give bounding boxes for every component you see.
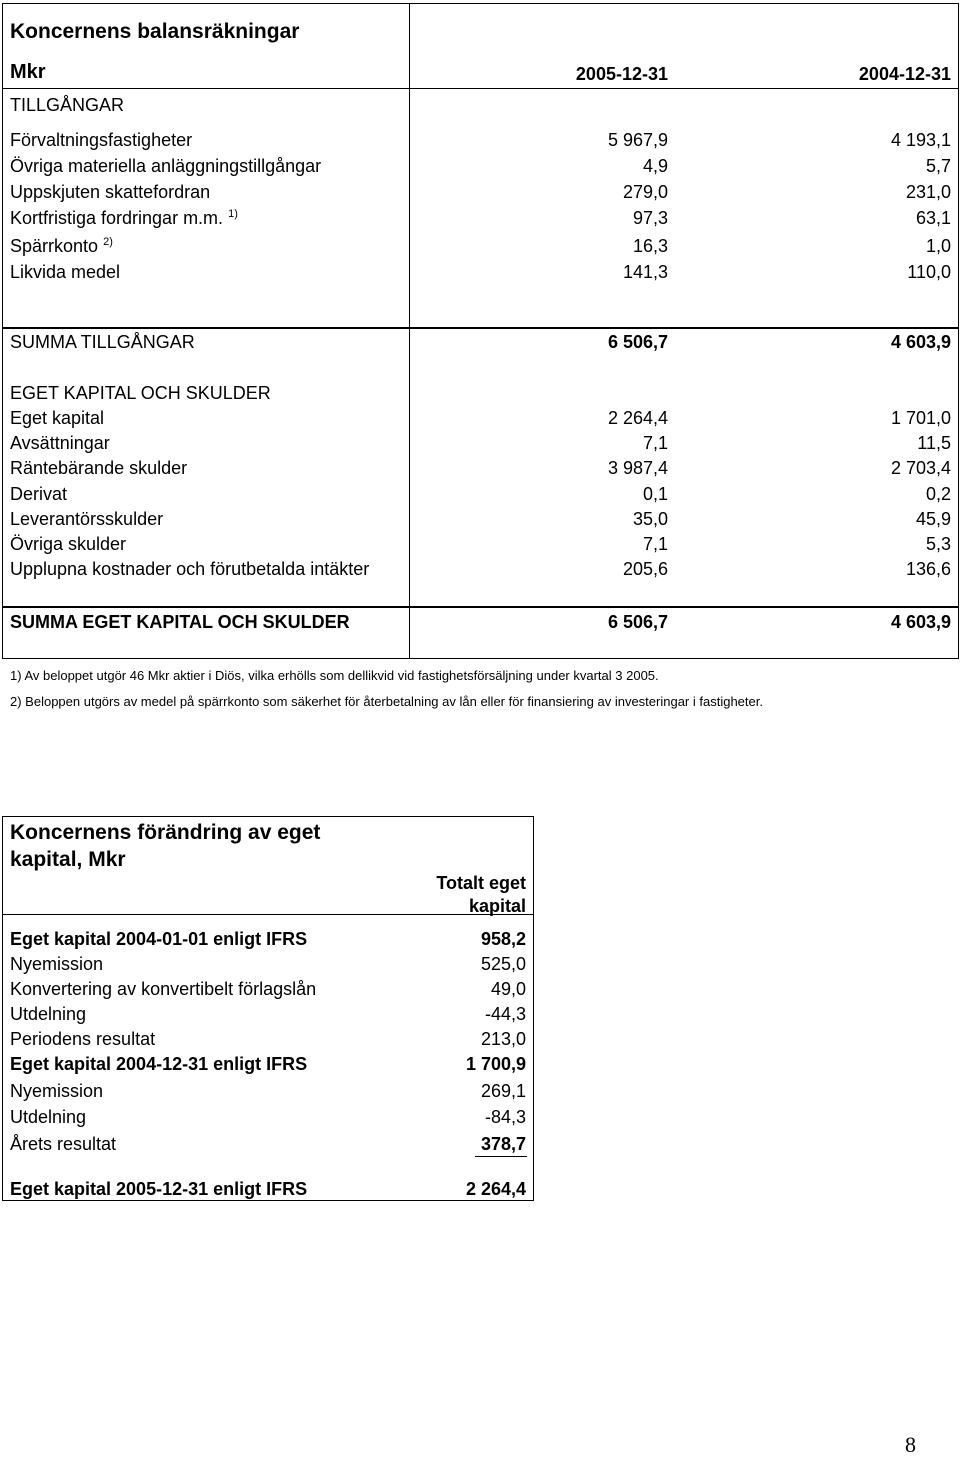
- equity-row-label: Utdelning: [10, 1107, 87, 1127]
- asset-row-label: [10, 156, 321, 177]
- liability-label: Övriga skulder: [10, 534, 127, 554]
- equity-col-line2: kapital: [468, 896, 526, 916]
- liability-value-2004: 2 703,4: [890, 458, 951, 479]
- equity-row-value: 958,2: [480, 929, 526, 949]
- asset-value-2004: 231,0: [905, 182, 951, 202]
- liability-value-2004: 0,2: [925, 483, 951, 504]
- liability-label: Leverantörsskulder: [10, 508, 164, 529]
- asset-label: Kortfristiga fordringar m.m.: [10, 208, 224, 228]
- equity-row-label: Nyemission: [10, 1081, 104, 1101]
- liability-value-2004: 136,6: [905, 559, 951, 580]
- asset-value-2004: 4 193,1: [890, 130, 951, 150]
- equity-row-value: 378,7: [480, 1134, 526, 1154]
- footnote-ref: 1): [228, 208, 238, 220]
- equity-row-value: 1 700,9: [465, 1054, 526, 1074]
- equity-row-label: Eget kapital 2004-12-31 enligt IFRS: [10, 1054, 308, 1074]
- balance-title: Koncernens balansräkningar: [10, 20, 300, 43]
- liability-value-2005: 205,6: [622, 559, 668, 580]
- header-unit: Mkr: [10, 61, 46, 83]
- equity-final-label: Eget kapital 2005-12-31 enligt IFRS: [10, 1179, 308, 1199]
- equity-row-value: -44,3: [484, 1004, 526, 1024]
- liability-value-2004: 45,9: [915, 508, 951, 529]
- asset-value-2004: 1,0: [925, 236, 951, 256]
- liabilities-total-2004: 4 603,9: [890, 612, 951, 632]
- liability-value-2004: 11,5: [917, 433, 951, 454]
- equity-row-label: Utdelning: [10, 1004, 87, 1024]
- asset-label: Likvida medel: [10, 262, 121, 282]
- equity-title-line1: Koncernens förändring av eget: [10, 821, 321, 844]
- liability-label: Upplupna kostnader och förutbetalda intäkter: [10, 559, 370, 580]
- equity-title: [10, 819, 320, 873]
- asset-row-label: [10, 130, 192, 151]
- liability-value-2005: 7,1: [642, 534, 668, 554]
- liability-value-2004: 5,3: [925, 534, 951, 554]
- asset-value-2005: 97,3: [632, 208, 668, 228]
- equity-row-label: Eget kapital 2004-01-01 enligt IFRS: [10, 929, 308, 949]
- asset-row-label: [10, 262, 120, 283]
- header-col-2004: 2004-12-31: [858, 64, 951, 84]
- asset-row-label: [10, 236, 113, 257]
- liability-value-2005: 0,1: [642, 483, 668, 504]
- asset-value-2005: 141,3: [622, 262, 668, 282]
- liability-label: Eget kapital: [10, 408, 105, 428]
- assets-heading: TILLGÅNGAR: [10, 95, 125, 115]
- sum-underline: [475, 1156, 527, 1157]
- liability-value-2005: 2 264,4: [607, 408, 668, 428]
- assets-total-2004: 4 603,9: [890, 332, 951, 352]
- asset-label: Uppskjuten skattefordran: [10, 182, 211, 202]
- page-number: 8: [905, 1432, 916, 1457]
- liability-label: Derivat: [10, 483, 68, 504]
- asset-value-2005: 4,9: [642, 156, 668, 176]
- liabilities-total-label: SUMMA EGET KAPITAL OCH SKULDER: [10, 612, 350, 632]
- equity-row-value: 49,0: [490, 979, 526, 999]
- liabilities-heading: EGET KAPITAL OCH SKULDER: [10, 383, 271, 403]
- equity-row-value: 269,1: [480, 1081, 526, 1101]
- equity-row-value: 213,0: [480, 1029, 526, 1049]
- asset-value-2004: 63,1: [915, 208, 951, 228]
- asset-label: Förvaltningsfastigheter: [10, 130, 193, 150]
- assets-total-2005: 6 506,7: [607, 332, 668, 352]
- asset-value-2005: 279,0: [622, 182, 668, 202]
- asset-row-label: [10, 208, 238, 229]
- asset-value-2004: 5,7: [925, 156, 951, 176]
- asset-value-2004: 110,0: [907, 262, 951, 282]
- equity-title-line2: kapital, Mkr: [10, 848, 126, 871]
- header-col-2005: 2005-12-31: [575, 64, 668, 84]
- footnote-1: 1) Av beloppet utgör 46 Mkr aktier i Diös, vilka erhölls som dellikvid vid fastighetsförsäljning under kvartal 3 2005.: [10, 668, 659, 683]
- liability-label: Avsättningar: [10, 433, 110, 454]
- equity-column-header: [380, 872, 526, 918]
- asset-value-2005: 16,3: [632, 236, 668, 256]
- equity-row-value: 525,0: [480, 954, 526, 974]
- footnote-2: 2) Beloppen utgörs av medel på spärrkonto som säkerhet för återbetalning av lån eller för finansiering av investeringar i fastigheter.: [10, 694, 763, 709]
- equity-row-value: -84,3: [484, 1107, 526, 1127]
- liabilities-total-2005: 6 506,7: [607, 612, 668, 632]
- asset-label: Spärrkonto: [10, 236, 99, 256]
- liability-label: Räntebärande skulder: [10, 458, 188, 479]
- equity-row-label: Årets resultat: [10, 1134, 117, 1154]
- asset-value-2005: 5 967,9: [607, 130, 668, 150]
- liability-value-2005: 35,0: [632, 508, 668, 529]
- equity-col-line1: Totalt eget: [436, 873, 526, 893]
- equity-final-value: 2 264,4: [465, 1179, 526, 1199]
- asset-label: Övriga materiella anläggningstillgångar: [10, 156, 322, 176]
- equity-row-label: Periodens resultat: [10, 1029, 156, 1049]
- assets-total-label: SUMMA TILLGÅNGAR: [10, 332, 195, 352]
- liability-value-2005: 3 987,4: [607, 458, 668, 479]
- liability-value-2005: 7,1: [642, 433, 668, 454]
- liability-value-2004: 1 701,0: [890, 408, 951, 428]
- footnote-ref: 2): [103, 236, 113, 248]
- asset-row-label: [10, 182, 210, 203]
- equity-row-label: Konvertering av konvertibelt förlagslån: [10, 979, 317, 999]
- equity-row-label: Nyemission: [10, 954, 104, 974]
